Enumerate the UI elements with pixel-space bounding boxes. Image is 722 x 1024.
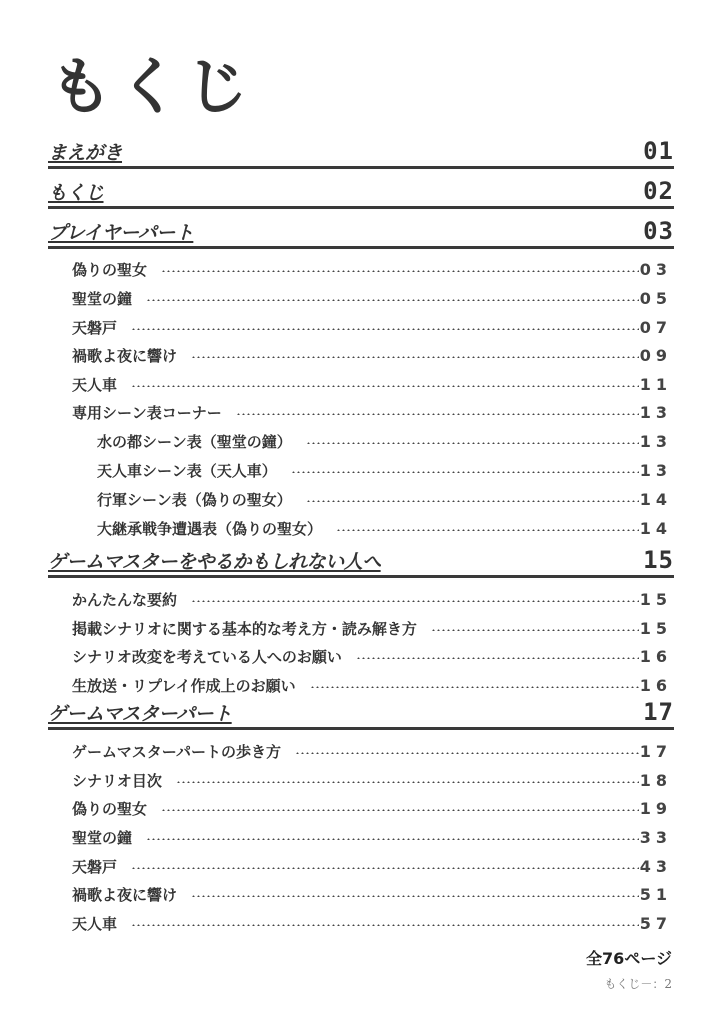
toc-subitem[interactable] <box>97 488 672 510</box>
item-page: 16 <box>639 646 672 666</box>
item-label: 天磐戸 <box>72 318 118 337</box>
item-label: 水の都シーン表（聖堂の鐘） <box>97 432 292 451</box>
section-rule <box>48 575 674 578</box>
item-label: シナリオ目次 <box>72 771 162 790</box>
item-page: 03 <box>639 259 672 279</box>
item-page: 13 <box>639 402 672 422</box>
item-label: 掲載シナリオに関する基本的な考え方・読み解き方 <box>72 619 417 638</box>
leader-dots <box>291 471 639 473</box>
item-label: 天人車 <box>72 375 118 394</box>
leader-dots <box>295 752 639 754</box>
item-label: かんたんな要約 <box>72 590 178 609</box>
toc-item[interactable] <box>72 617 672 639</box>
item-page: 05 <box>639 288 672 308</box>
leader-dots <box>236 413 639 415</box>
total-pages: 全76ページ <box>586 949 672 968</box>
item-label: 天人車シーン表（天人車） <box>97 461 277 480</box>
toc-subitem[interactable] <box>97 517 672 539</box>
item-page: 14 <box>639 518 672 538</box>
leader-dots <box>176 781 639 783</box>
item-page: 14 <box>639 489 672 509</box>
item-label: 偽りの聖女 <box>72 799 148 818</box>
page-title: もくじ <box>50 50 255 123</box>
toc-item[interactable] <box>72 674 672 696</box>
item-page: 17 <box>639 741 672 761</box>
item-page: 51 <box>639 884 672 904</box>
toc-item[interactable] <box>72 912 672 934</box>
toc-item[interactable] <box>72 797 672 819</box>
toc-item[interactable] <box>72 826 672 848</box>
item-page: 33 <box>639 827 672 847</box>
item-label: 生放送・リプレイ作成上のお願い <box>72 676 296 695</box>
toc-section-player-part[interactable] <box>48 219 674 249</box>
section-page: 17 <box>643 698 674 726</box>
leader-dots <box>306 500 639 502</box>
item-label: 偽りの聖女 <box>72 260 148 279</box>
item-label: シナリオ改変を考えている人へのお願い <box>72 647 342 666</box>
toc-subitem[interactable] <box>97 430 672 452</box>
leader-dots <box>146 838 639 840</box>
toc-item[interactable] <box>72 401 672 423</box>
toc-section-contents[interactable] <box>48 179 674 209</box>
item-page: 11 <box>639 374 672 394</box>
item-page: 19 <box>639 798 672 818</box>
toc-section-preface[interactable] <box>48 139 674 169</box>
item-label: 天人車 <box>72 914 118 933</box>
leader-dots <box>356 657 639 659</box>
leader-dots <box>161 270 639 272</box>
section-label: もくじ <box>48 182 104 204</box>
section-rule <box>48 246 674 249</box>
item-label: 聖堂の鐘 <box>72 289 133 308</box>
leader-dots <box>131 867 639 869</box>
section-rule <box>48 727 674 730</box>
toc-subitem[interactable] <box>97 459 672 481</box>
toc-section-gm-part[interactable] <box>48 700 674 730</box>
item-label: 行軍シーン表（偽りの聖女） <box>97 490 292 509</box>
item-page: 16 <box>639 675 672 695</box>
item-label: 大継承戦争遭遇表（偽りの聖女） <box>97 519 323 538</box>
toc-item[interactable] <box>72 883 672 905</box>
section-label: まえがき <box>48 142 123 164</box>
leader-dots <box>191 600 639 602</box>
section-page: 03 <box>643 217 674 245</box>
section-label: プレイヤーパート <box>48 222 194 244</box>
toc-item[interactable] <box>72 769 672 791</box>
leader-dots <box>146 299 639 301</box>
section-rule <box>48 166 674 169</box>
toc-item[interactable] <box>72 344 672 366</box>
leader-dots <box>191 895 639 897</box>
section-rule <box>48 206 674 209</box>
section-page: 02 <box>643 177 674 205</box>
toc-item[interactable] <box>72 316 672 338</box>
item-page: 57 <box>639 913 672 933</box>
leader-dots <box>131 385 639 387</box>
toc-section-for-gm[interactable] <box>48 548 674 578</box>
item-page: 13 <box>639 431 672 451</box>
item-page: 07 <box>639 317 672 337</box>
leader-dots <box>131 924 639 926</box>
section-page: 15 <box>643 546 674 574</box>
leader-dots <box>336 529 639 531</box>
toc-item[interactable] <box>72 740 672 762</box>
toc-item[interactable] <box>72 287 672 309</box>
item-page: 15 <box>639 589 672 609</box>
section-label: ゲームマスターパート <box>48 703 232 725</box>
item-page: 15 <box>639 618 672 638</box>
leader-dots <box>306 442 639 444</box>
leader-dots <box>310 686 639 688</box>
leader-dots <box>131 328 639 330</box>
toc-item[interactable] <box>72 588 672 610</box>
toc-item[interactable] <box>72 645 672 667</box>
item-page: 13 <box>639 460 672 480</box>
item-label: 専用シーン表コーナー <box>72 403 222 422</box>
item-label: ゲームマスターパートの歩き方 <box>72 742 281 761</box>
section-page: 01 <box>643 137 674 165</box>
toc-item[interactable] <box>72 258 672 280</box>
item-label: 聖堂の鐘 <box>72 828 133 847</box>
item-page: 18 <box>639 770 672 790</box>
toc-item[interactable] <box>72 855 672 877</box>
leader-dots <box>161 809 639 811</box>
toc-item[interactable] <box>72 373 672 395</box>
item-label: 禍歌よ夜に響け <box>72 346 178 365</box>
page-folio: もくじ－：2 <box>604 977 672 991</box>
item-page: 09 <box>639 345 672 365</box>
leader-dots <box>431 629 639 631</box>
item-page: 43 <box>639 856 672 876</box>
section-label: ゲームマスターをやるかもしれない人へ <box>48 551 381 573</box>
item-label: 天磐戸 <box>72 857 118 876</box>
leader-dots <box>191 356 639 358</box>
item-label: 禍歌よ夜に響け <box>72 885 178 904</box>
